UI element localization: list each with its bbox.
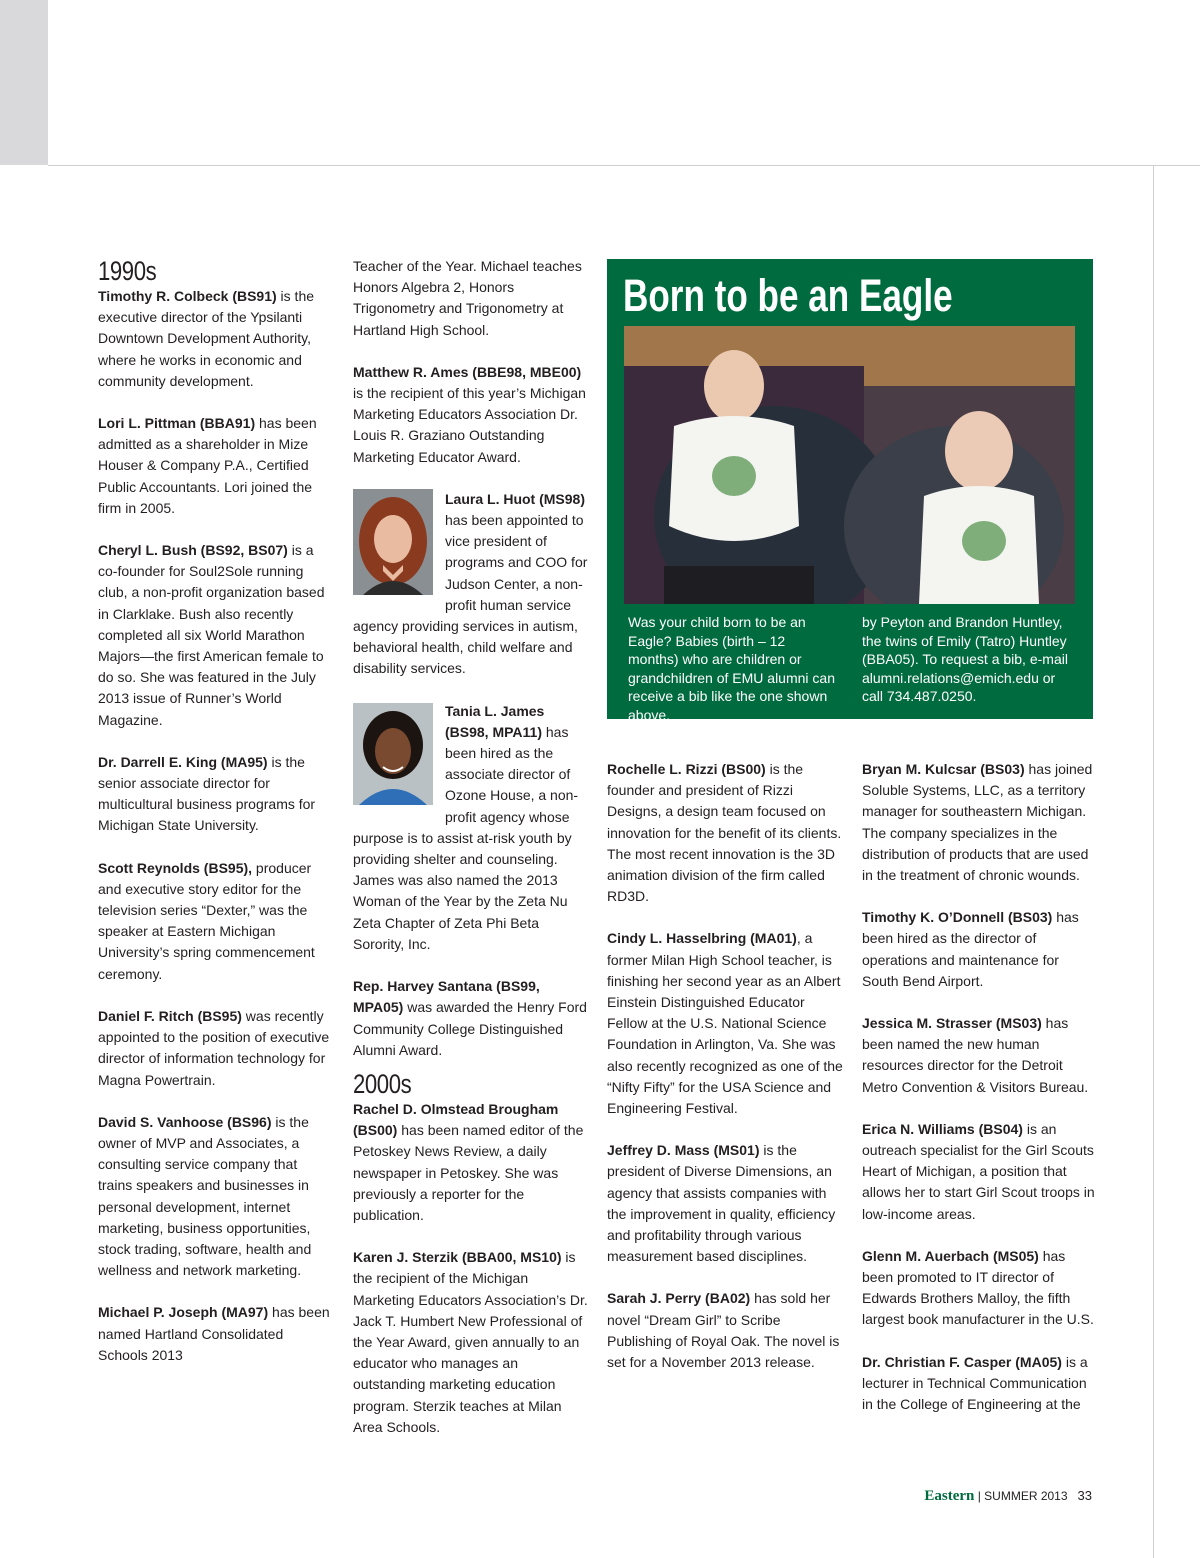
note-sterzik xyxy=(353,1247,589,1438)
alumnus-name: Daniel F. Ritch (BS95) xyxy=(98,1007,242,1024)
note-joseph xyxy=(98,1302,334,1366)
note-colbeck xyxy=(98,286,334,392)
note-mass xyxy=(607,1140,843,1267)
column-2 xyxy=(353,256,589,1459)
note-perry xyxy=(607,1288,843,1373)
note-text: has been appointed to vice president of programs and COO for Judson Center, a non-profit human service agency providing services in autism, behavioral health, child welfare and disability services. xyxy=(353,512,588,677)
note-text: has been hired as the director of operations and maintenance for South Bend Airport. xyxy=(862,909,1079,989)
alumnus-name: Dr. Christian F. Casper (MA05) xyxy=(862,1353,1062,1370)
note-text: has been named editor of the Petoskey News Review, a daily newspaper in Petoskey. She was previously a reporter for the publication. xyxy=(353,1122,584,1223)
note-text: producer and executive story editor for the television series “Dexter,” was the speaker at Eastern Michigan University’s spring commencement ceremony. xyxy=(98,859,315,982)
headshot-huot xyxy=(353,489,433,595)
alumnus-name: Cindy L. Hasselbring (MA01) xyxy=(607,930,797,947)
page-number: 33 xyxy=(1077,1488,1092,1503)
note-strasser xyxy=(862,1013,1098,1098)
alumnus-name: David S. Vanhoose (BS96) xyxy=(98,1113,272,1130)
alumnus-name: Rachel D. Olmstead Brougham (BS00) xyxy=(353,1100,559,1139)
note-santana xyxy=(353,976,589,1061)
note-text: is the recipient of this year’s Michigan Marketing Educators Association Dr. Louis R. Graziano Outstanding Marketing Educator Award. xyxy=(353,385,586,465)
note-ames xyxy=(353,362,589,468)
alumnus-name: Bryan M. Kulcsar (BS03) xyxy=(862,761,1025,777)
header-rule xyxy=(48,165,1200,166)
alumnus-name: Timothy R. Colbeck (BS91) xyxy=(98,288,277,304)
alumnus-name: Dr. Darrell E. King (MA95) xyxy=(98,753,268,770)
sidebar-title: Born to be an Eagle xyxy=(623,270,953,321)
note-text: has been named Hartland Consolidated Schools 2013 xyxy=(98,1304,330,1363)
note-text: is the recipient of the Michigan Marketing Educators Association’s Dr. Jack T. Humbert New Professional of the Year Award, given annually to an educator who manages an outstanding marketing education program. Sterzik teaches at Milan Area Schools. xyxy=(353,1249,588,1435)
note-text: has been named the new human resources director for the Detroit Metro Convention & Visitors Bureau. xyxy=(862,1015,1089,1095)
note-bush xyxy=(98,540,334,731)
note-text: is the senior associate director for multicultural business programs for Michigan State University. xyxy=(98,753,316,834)
column-1 xyxy=(98,256,334,1387)
alumnus-name: Rochelle L. Rizzi (BS00) xyxy=(607,761,766,777)
note-text: is a co-founder for Soul2Sole running club, a non-profit organization based in Clarklake. Bush also recently completed all six World Marathon Majors—the first American female to do so. She was featured in the July 2013 issue of Runner’s World Magazine. xyxy=(98,542,325,728)
alumnus-name: Sarah J. Perry (BA02) xyxy=(607,1290,751,1307)
born-to-be-an-eagle-sidebar xyxy=(607,259,1093,723)
alumnus-name: Matthew R. Ames (BBE98, MBE00) xyxy=(353,363,582,380)
alumnus-name: Jeffrey D. Mass (MS01) xyxy=(607,1142,760,1159)
note-text: was recently appointed to the position of executive director of information technology for Magna Powertrain. xyxy=(98,1007,330,1088)
magazine-brand: Eastern xyxy=(924,1488,975,1504)
note-text: has been hired as the associate director of Ozone House, a non-profit agency whose purpose is to assist at-risk youth by providing shelter and counseling. James was also named the 2013 Woman of the Year by the Zeta Nu Zeta Chapter of Zeta Phi Beta Sorority, Inc. xyxy=(353,723,579,952)
note-kulcsar xyxy=(862,759,1098,886)
issue-label: | SUMMER 2013 xyxy=(974,1489,1068,1503)
note-text: was awarded the Henry Ford Community College Distinguished Alumni Award. xyxy=(353,999,587,1058)
note-text: is an outreach specialist for the Girl Scouts Heart of Michigan, a position that allows her to start Girl Scout troops in low-income areas. xyxy=(862,1120,1095,1222)
note-ritch xyxy=(98,1006,334,1091)
right-margin-rule xyxy=(1153,166,1154,1558)
alumnus-name: Jessica M. Strasser (MS03) xyxy=(862,1015,1042,1032)
note-williams xyxy=(862,1119,1098,1225)
alumnus-name: Laura L. Huot (MS98) xyxy=(445,490,586,507)
note-pittman xyxy=(98,413,334,519)
note-james xyxy=(353,701,589,955)
note-text: has been admitted as a shareholder in Mize Houser & Company P.A., Certified Public Accountants. Lori joined the firm in 2005. xyxy=(98,415,317,516)
note-text: , a former Milan High School teacher, is finishing her second year as an Albert Einstein Distinguished Educator Fellow at the U.S. National Science Foundation in Arlington, Va. She was also recently recognized as one of the “Nifty Fifty” for the USA Science and Engineering Festival. xyxy=(607,930,843,1117)
note-text: is the owner of MVP and Associates, a consulting service company that trains speakers and businesses in personal development, internet marketing, business opportunities, stock trading, software, health and wellness and network marketing. xyxy=(98,1113,312,1279)
note-odonnell xyxy=(862,907,1098,992)
decade-heading-1990s: 1990s xyxy=(98,256,157,286)
column-4 xyxy=(862,759,1098,1436)
headshot-james xyxy=(353,701,433,807)
alumnus-name: Tania L. James (BS98, MPA11) xyxy=(445,702,545,740)
note-brougham xyxy=(353,1099,589,1226)
note-king xyxy=(98,752,334,837)
alumnus-name: Erica N. Williams (BS04) xyxy=(862,1120,1023,1137)
page-footer xyxy=(924,1488,1092,1505)
alumnus-name: Karen J. Sterzik (BBA00, MS10) xyxy=(353,1249,562,1266)
alumnus-name: Michael P. Joseph (MA97) xyxy=(98,1304,269,1321)
gray-margin-tab xyxy=(0,0,48,165)
alumnus-name: Cheryl L. Bush (BS92, BS07) xyxy=(98,542,288,559)
note-text: has joined Soluble Systems, LLC, as a territory manager for southeastern Michigan. The company specializes in the distribution of products that are used in the treatment of chronic wounds. xyxy=(862,761,1093,884)
note-text: is the executive director of the Ypsilanti Downtown Development Authority, where he works in economic and community development. xyxy=(98,288,315,389)
alumnus-name: Lori L. Pittman (BBA91) xyxy=(98,415,256,432)
note-text: is the founder and president of Rizzi Designs, a design team focused on innovation for the benefit of its clients. The most recent innovation is the 3D animation division of the firm called RD3D. xyxy=(607,761,842,905)
note-text: has been promoted to IT director of Edwards Brothers Malloy, the fifth largest book manufacturer in the U.S. xyxy=(862,1247,1094,1328)
note-reynolds xyxy=(98,858,334,985)
alumnus-name: Glenn M. Auerbach (MS05) xyxy=(862,1247,1039,1264)
note-casper xyxy=(862,1352,1098,1416)
note-huot xyxy=(353,489,589,680)
decade-heading-2000s: 2000s xyxy=(353,1068,412,1099)
note-text: has sold her novel “Dream Girl” to Scribe Publishing of Royal Oak. The novel is set for a November 2013 release. xyxy=(607,1290,840,1371)
note-auerbach xyxy=(862,1246,1098,1331)
alumnus-name: Rep. Harvey Santana (BS99, MPA05) xyxy=(353,978,540,1016)
note-text: is a lecturer in Technical Communication in the College of Engineering at the xyxy=(862,1353,1088,1413)
column-3 xyxy=(607,759,843,1394)
note-text: is the president of Diverse Dimensions, an agency that assists companies with the improvement in quality, efficiency and profitability through various measurement based disciplines. xyxy=(607,1142,836,1265)
alumnus-name: Timothy K. O’Donnell (BS03) xyxy=(862,909,1053,926)
note-hasselbring xyxy=(607,928,843,1119)
alumnus-name: Scott Reynolds (BS95), xyxy=(98,859,253,876)
note-vanhoose xyxy=(98,1112,334,1282)
sidebar-text-left: Was your child born to be an Eagle? Babies (birth – 12 months) who are children or grandchildren of EMU alumni can receive a bib like the one shown above, xyxy=(628,614,835,723)
note-rizzi xyxy=(607,759,843,907)
sidebar-text-right: by Peyton and Brandon Huntley, the twins of Emily (Tatro) Huntley (BBA05). To request a bib, e-mail alumni.relations@emich.edu or call 734.487.0250. xyxy=(862,614,1068,705)
twins-photo xyxy=(624,326,1075,604)
note-joseph-continued: Teacher of the Year. Michael teaches Honors Algebra 2, Honors Trigonometry and Trigonometry at Hartland High School. xyxy=(353,258,582,338)
